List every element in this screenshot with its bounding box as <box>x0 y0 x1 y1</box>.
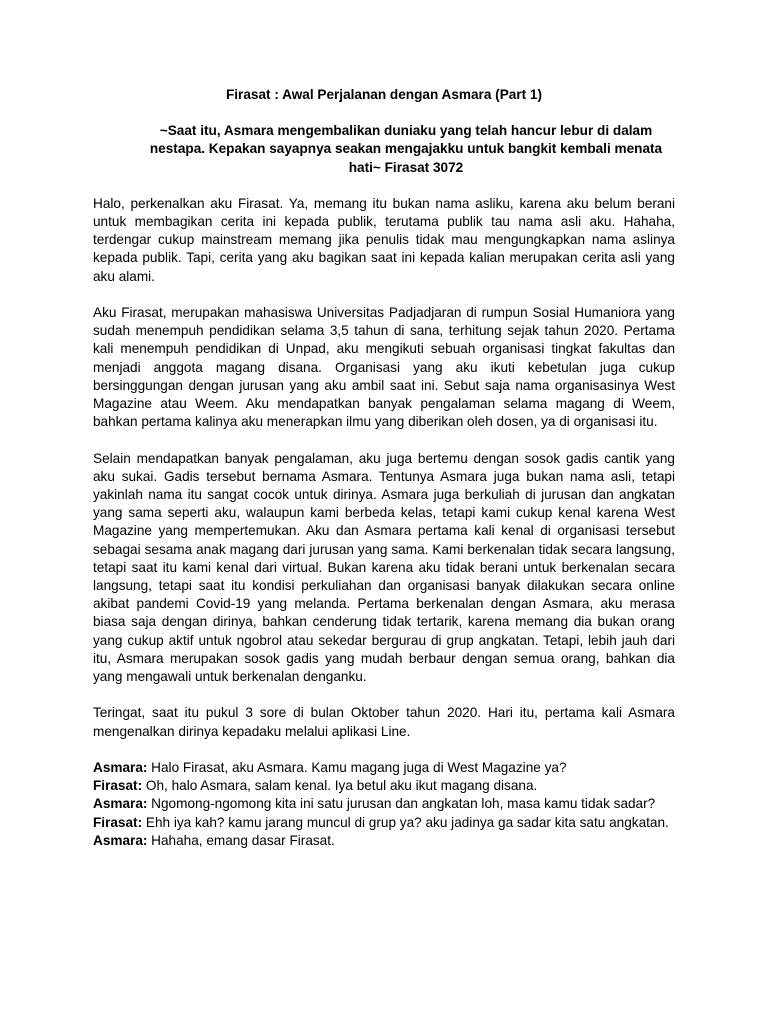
dialog-text: Oh, halo Asmara, salam kenal. Iya betul aku ikut magang disana. <box>142 778 538 794</box>
document-title: Firasat : Awal Perjalanan dengan Asmara (Part 1) <box>225 87 543 102</box>
dialog-line <box>93 832 675 850</box>
dialog-speaker: Asmara: <box>93 796 148 812</box>
paragraph-introduction: Halo, perkenalkan aku Firasat. Ya, memang itu bukan nama asliku, karena aku belum berani untuk membagikan cerita ini kepada publik, terutama publik tau nama asli aku. Hahaha, terdengar cukup mainstream memang jika penulis tidak mau mengungkapkan nama aslinya kepada publik. Tapi, cerita yang aku bagikan saat ini kepada kalian merupakan cerita asli yang aku alami. <box>93 195 675 284</box>
dialog-line <box>93 759 675 777</box>
paragraph-first-chat: Teringat, saat itu pukul 3 sore di bulan Oktober tahun 2020. Hari itu, pertama kali Asmara mengenalkan dirinya kepadaku melalui aplikasi Line. <box>93 705 675 739</box>
dialog-block <box>93 759 675 850</box>
dialog-speaker: Asmara: <box>93 760 148 776</box>
dialog-line <box>93 814 675 832</box>
paragraph-meeting-asmara: Selain mendapatkan banyak pengalaman, aku juga bertemu dengan sosok gadis cantik yang aku sukai. Gadis tersebut bernama Asmara. Tentunya Asmara juga bukan nama asli, tetapi yakinlah nama itu sangat cocok untuk dirinya. Asmara juga berkuliah di jurusan dan angkatan yang sama seperti aku, walaupun kami berbeda kelas, tetapi kami cukup kenal karena West Magazine yang mempertemukan. Aku dan Asmara pertama kali kenal di organisasi tersebut sebagai sesama anak magang dari jurusan yang sama. Kami berkenalan tidak secara langsung, tetapi saat itu kami kenal dari virtual. Bukan karena aku tidak berani untuk berkenalan secara langsung, tetapi saat itu kondisi perkuliahan dan organisasi banyak dilakukan secara online akibat pandemi Covid-19 yang melanda. Pertama berkenalan dengan Asmara, aku merasa biasa saja dengan dirinya, bahkan cenderung tidak tertarik, karena memang dia bukan orang yang cukup aktif untuk ngobrol atau sekedar bergurau di grup angkatan. Tetapi, lebih jauh dari itu, Asmara merupakan sosok gadis yang mudah berbaur dengan semua orang, bahkan dia yang mengawali untuk berkenalan denganku. <box>93 450 675 685</box>
dialog-speaker: Asmara: <box>93 832 148 848</box>
opening-quote: ~Saat itu, Asmara mengembalikan duniaku yang telah hancur lebur di dalam nestapa. Kepakan sayapnya seakan mengajakku untuk bangkit kembali menata hati~ Firasat 3072 <box>149 123 663 175</box>
dialog-speaker: Firasat: <box>93 814 143 830</box>
dialog-line <box>93 795 675 813</box>
dialog-text: Ngomong-ngomong kita ini satu jurusan dan angkatan loh, masa kamu tidak sadar? <box>147 796 656 812</box>
dialog-text: Halo Firasat, aku Asmara. Kamu magang juga di West Magazine ya? <box>147 760 567 776</box>
dialog-text: Hahaha, emang dasar Firasat. <box>147 832 335 848</box>
dialog-text: Ehh iya kah? kamu jarang muncul di grup ya? aku jadinya ga sadar kita satu angkatan. <box>142 814 669 830</box>
dialog-speaker: Firasat: <box>93 778 143 794</box>
paragraph-university: Aku Firasat, merupakan mahasiswa Universitas Padjadjaran di rumpun Sosial Humaniora yang sudah menempuh pendidikan selama 3,5 tahun di sana, terhitung sejak tahun 2020. Pertama kali menempuh pendidikan di Unpad, aku mengikuti sebuah organisasi tingkat fakultas dan menjadi anggota magang disana. Organisasi yang aku ikuti kebetulan juga cukup bersinggungan dengan jurusan yang aku ambil saat ini. Sebut saja nama organisasinya West Magazine atau Weem. Aku mendapatkan banyak pengalaman selama magang di Weem, bahkan pertama kalinya aku menerapkan ilmu yang diberikan oleh dosen, ya di organisasi itu. <box>93 305 675 430</box>
dialog-line <box>93 777 675 795</box>
